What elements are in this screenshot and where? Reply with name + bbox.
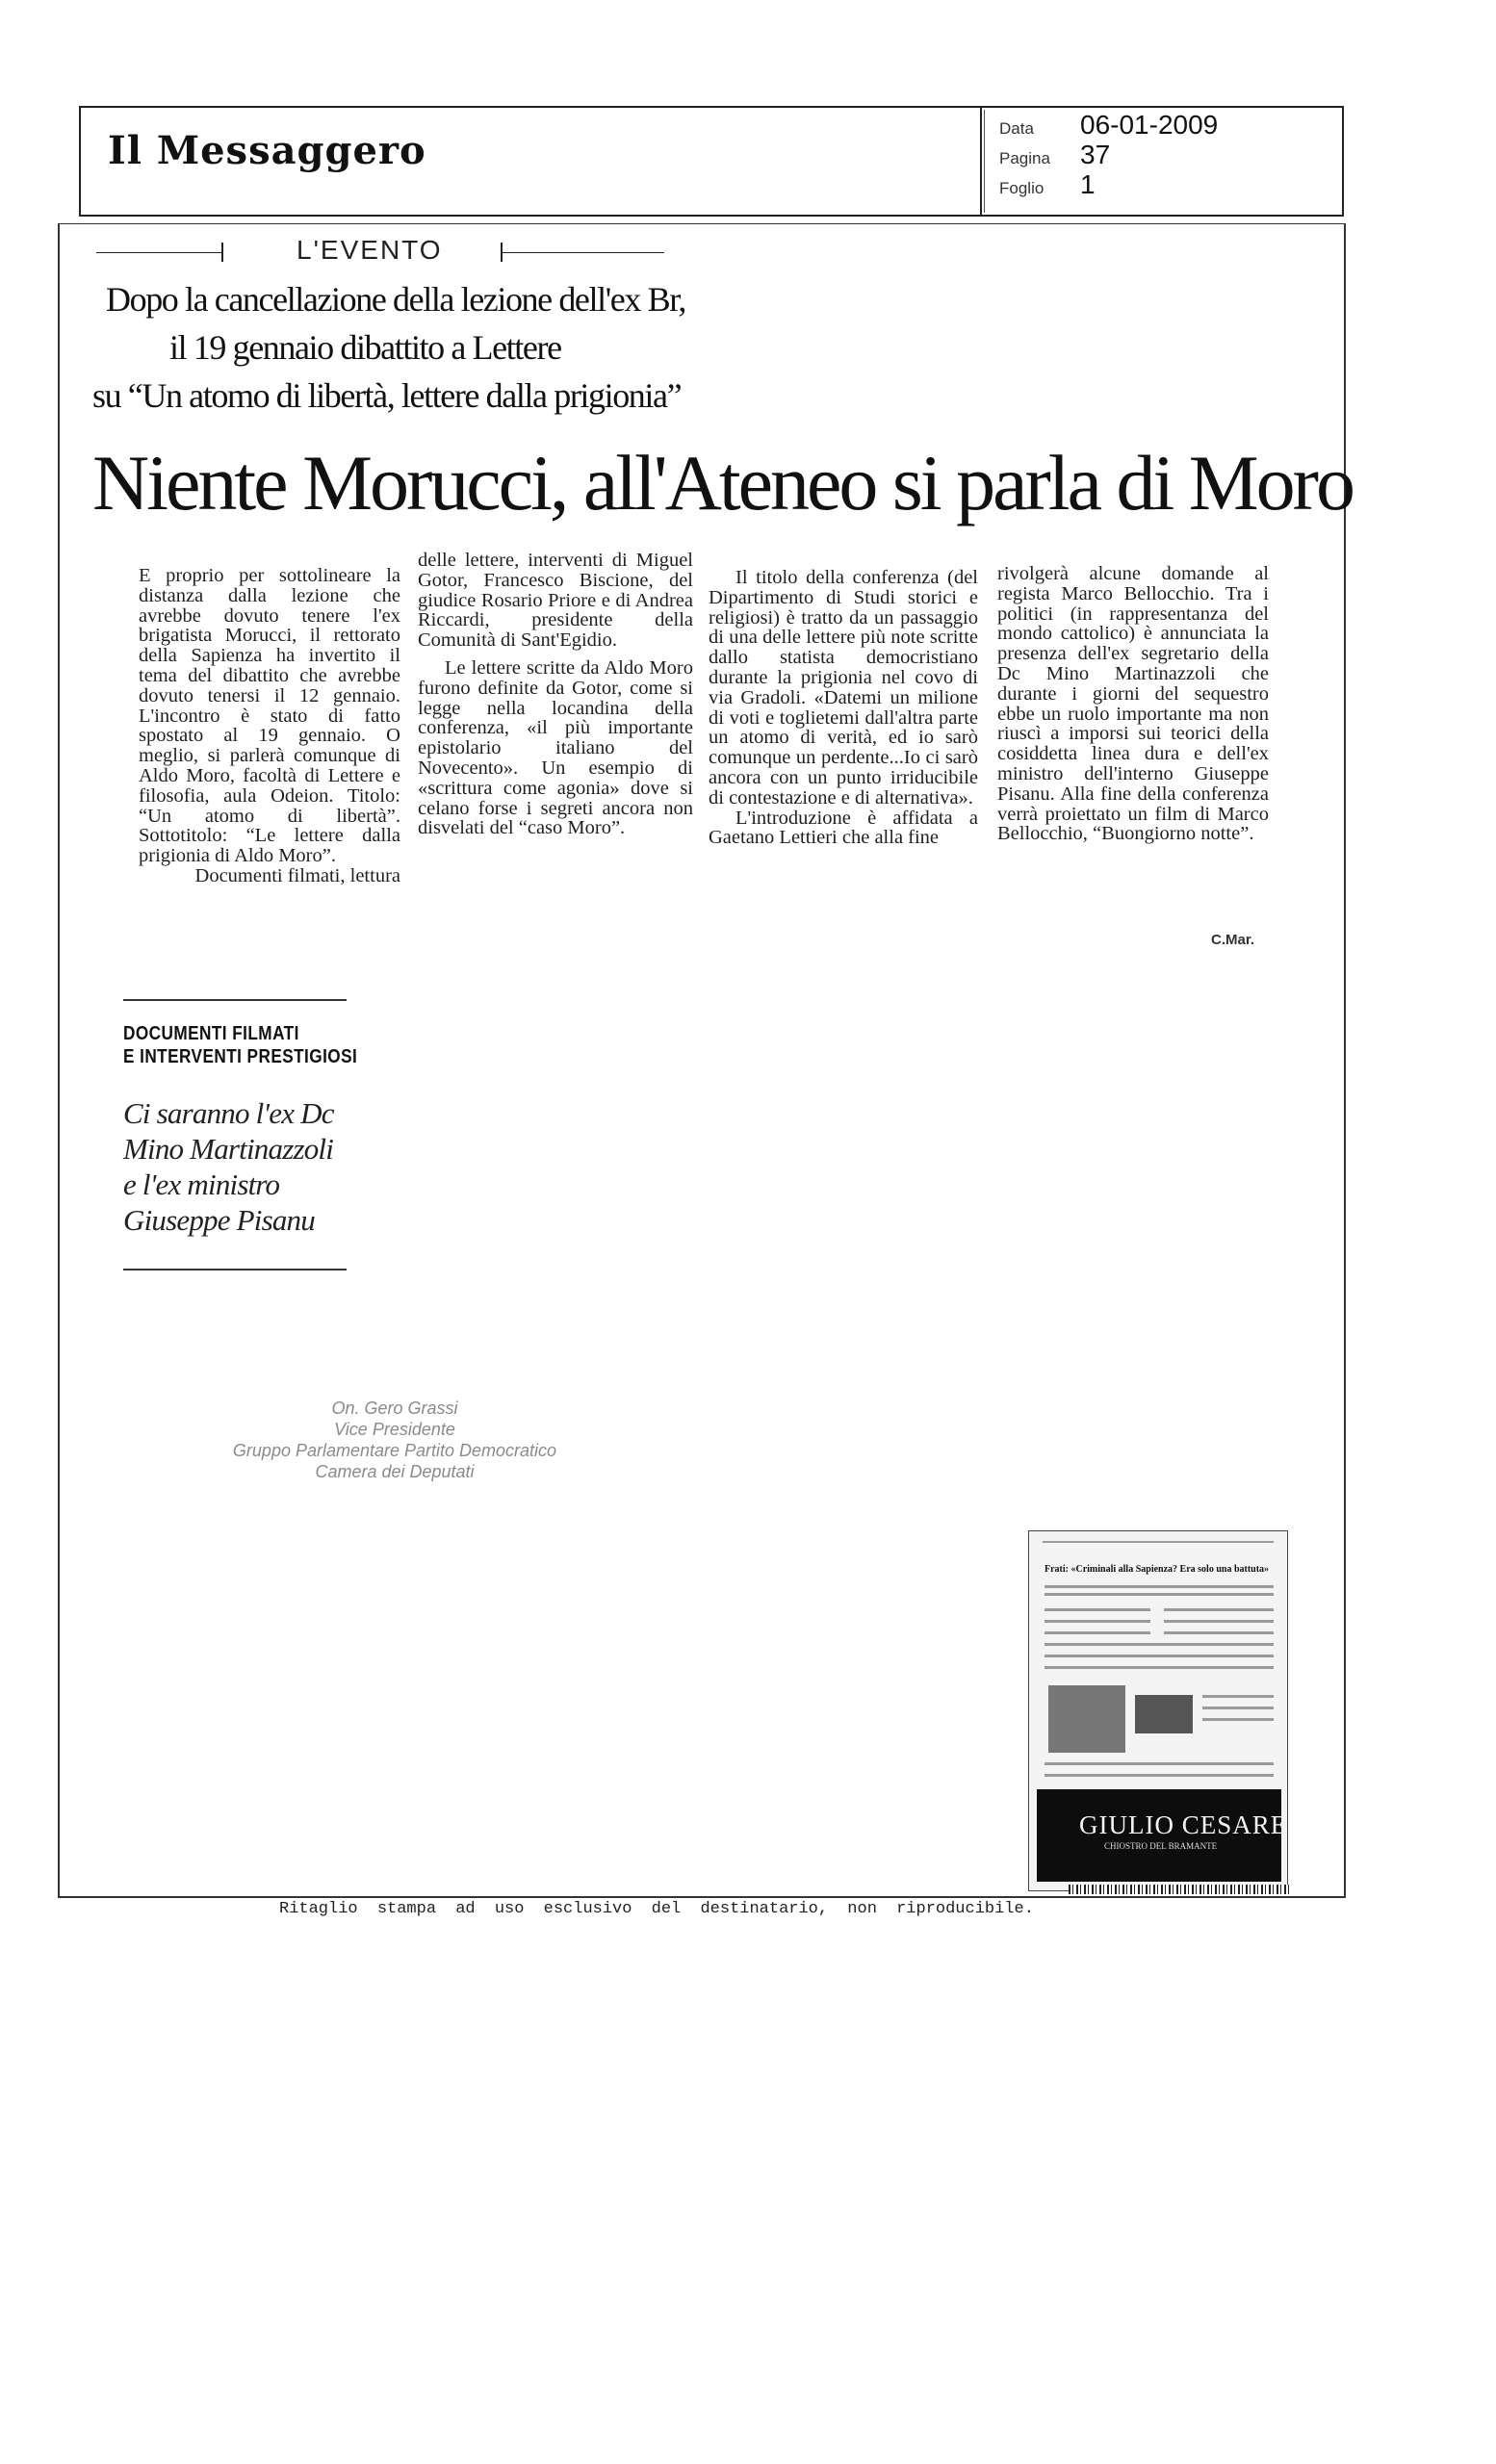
column-2-paragraph-1: delle lettere, interventi di Miguel Gotor, Francesco Biscione, del giudice Rosario Priore e di Andrea Riccardi, presidente della Comunità di Sant'Egidio. [418,550,693,652]
thumb-photo-small [1135,1695,1193,1733]
column-1-paragraph-2: Documenti filmati, lettura [194,864,400,886]
sidebar-quote-line-4: Giuseppe Pisanu [123,1203,315,1237]
thumb-text-line [1202,1695,1274,1698]
thumb-text-line [1202,1718,1274,1721]
stamp-line-3: Gruppo Parlamentare Partito Democratico [232,1441,557,1460]
thumb-text-line [1164,1620,1274,1623]
thumb-text-line [1045,1593,1274,1596]
sidebar-quote-line-1: Ci saranno l'ex Dc [123,1096,334,1130]
thumb-text-line [1164,1608,1274,1611]
barcode [1069,1885,1290,1894]
meta-label-foglio: Foglio [999,179,1045,197]
thumb-advert-subtitle: CHIOSTRO DEL BRAMANTE [1104,1841,1218,1851]
header-divider [980,108,982,215]
article-column-3 [709,568,978,848]
stamp-line-2: Vice Presidente [334,1420,455,1439]
column-3-paragraph-2: L'introduzione è affidata a Gaetano Lettieri che alla fine [709,807,978,849]
thumb-text-line [1164,1631,1274,1634]
meta-label-pagina: Pagina [999,149,1050,167]
kicker: L'EVENTO [297,235,443,265]
thumb-text-line [1045,1620,1150,1623]
thumb-text-line [1045,1774,1274,1777]
meta-value-data: 06-01-2009 [1080,110,1219,140]
header-divider-inner [984,110,985,213]
article-column-2 [418,551,693,838]
thumb-text-line [1045,1608,1150,1611]
column-4-paragraph-1: rivolgerà alcune domande al regista Marco Bellocchio. Tra i politici (in rappresentanza del mondo cattolico) è annunciata la presenza dell'ex segretario della Dc Mino Martinazzoli che durante i giorni del sequestro ebbe un ruolo importante ma non riuscì a imporsi sui teorici della cosiddetta linea dura e dell'ex ministro dell'interno Giuseppe Pisanu. Alla fine della conferenza verrà proiettato un film di Marco Bellocchio, “Buongiorno notte”. [997,563,1269,845]
column-2-paragraph-2: Le lettere scritte da Aldo Moro furono definite da Gotor, come si legge nella locandina della conferenza, «il più importante epistolario italiano del Novecento». Un esempio di «scrittura come agonia» dove si celano forse i segreti ancora non disvelati del “caso Moro”. [418,656,693,839]
article-column-4 [997,564,1269,844]
thumb-text-line [1202,1707,1274,1709]
thumb-text-line [1045,1666,1274,1669]
thumb-text-line [1045,1585,1274,1588]
kicker-row [96,233,674,271]
article-column-1 [139,566,400,886]
page-thumbnail [1028,1530,1288,1891]
kicker-tick-left [221,243,223,262]
thumb-text-line [1045,1762,1274,1765]
sidebar-label-line-1: DOCUMENTI FILMATI [123,1023,299,1044]
thumb-top-rule [1043,1541,1274,1543]
sidebar-quote-line-3: e l'ex ministro [123,1168,280,1201]
column-3-paragraph-1: Il titolo della conferenza (del Dipartimento di Studi storici e religiosi) è tratto da un passaggio di una delle lettere più note scritte dallo statista democristiano durante la prigionia nel covo di via Gradoli. «Datemi un milione di voti e toglietemi dall'altra parte un atomo di verità, ed io sarò comunque un perdente...Io ci sarò ancora con un punto irriducibile di contestazione e di alternativa». [709,567,978,808]
kicker-rule-right [501,252,664,253]
stamp-line-1: On. Gero Grassi [331,1399,458,1418]
byline: C.Mar. [1211,932,1255,948]
subhead-line-3: su “Un atomo di libertà, lettere dalla prigionia” [92,376,682,415]
meta-label-data: Data [999,119,1034,138]
footer-disclaimer: Ritaglio stampa ad uso esclusivo del destinatario, non riproducibile. [279,1900,1034,1918]
subhead-line-2: il 19 gennaio dibattito a Lettere [169,328,561,367]
meta-value-pagina: 37 [1080,140,1111,169]
sidebar-label-line-2: E INTERVENTI PRESTIGIOSI [123,1046,358,1067]
deputy-stamp [193,1398,597,1482]
sidebar-rule-bottom [123,1269,347,1270]
stamp-line-4: Camera dei Deputati [315,1462,475,1481]
thumb-text-line [1045,1655,1274,1657]
bottom-rule [58,1896,1346,1898]
sidebar-quote-line-2: Mino Martinazzoli [123,1132,334,1166]
kicker-rule-left [96,252,221,253]
masthead-logo: Il Messaggero [108,128,426,173]
thumb-headline: Frati: «Criminali alla Sapienza? Era solo una battuta» [1045,1564,1270,1575]
thumb-photo [1048,1685,1125,1753]
thumb-text-line [1045,1631,1150,1634]
thumb-text-line [1045,1643,1274,1646]
sidebar-rule-top [123,999,347,1001]
thumb-advert-title: GIULIO CESARE [1079,1810,1288,1839]
subhead-line-1: Dopo la cancellazione della lezione dell'ex Br, [106,280,685,319]
meta-value-foglio: 1 [1080,169,1096,199]
headline: Niente Morucci, all'Ateneo si parla di Moro [92,439,1353,526]
column-1-paragraph-1: E proprio per sottolineare la distanza dalla lezione che avrebbe dovuto tenere l'ex brigatista Morucci, il rettorato della Sapienza ha invertito il tema del dibattito che avrebbe dovuto tenersi il 12 gennaio. L'incontro è stato di fatto spostato al 19 gennaio. O meglio, si parlerà comunque di Aldo Moro, facoltà di Lettere e filosofia, aula Odeion. Titolo: “Un atomo di libertà”. Sottotitolo: “Le lettere dalla prigionia di Aldo Moro”. [139,565,400,867]
